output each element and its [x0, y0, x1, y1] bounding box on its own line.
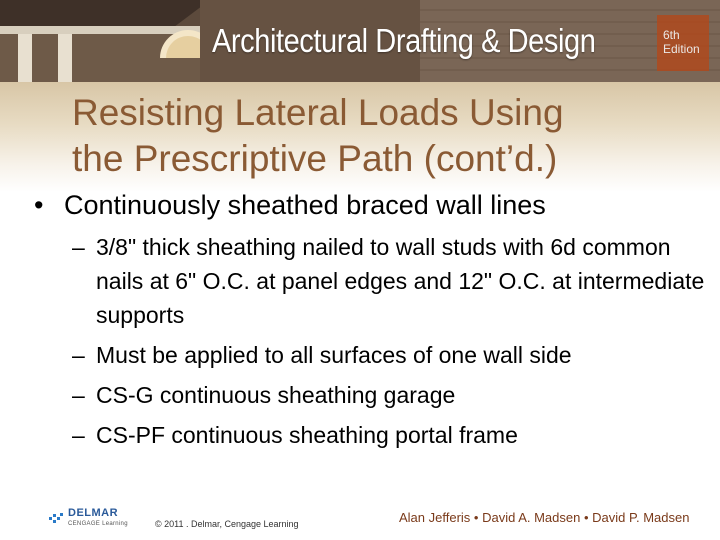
dash-marker: – — [72, 382, 85, 408]
sub-bullet-text: Must be applied to all surfaces of one wall side — [96, 342, 572, 368]
dash-marker: – — [72, 422, 85, 448]
slide-title-line-1: Resisting Lateral Loads Using — [72, 92, 564, 133]
slide-title-line-2: the Prescriptive Path (cont’d.) — [72, 138, 558, 179]
authors-credit: Alan Jefferis • David A. Madsen • David P. Madsen — [399, 510, 690, 525]
publisher-logo — [48, 508, 128, 530]
bullet-marker: • — [34, 190, 44, 220]
main-bullet — [34, 189, 714, 221]
copyright-notice: © 2011 . Delmar, Cengage Learning — [155, 519, 299, 529]
cengage-logo-icon — [48, 511, 64, 527]
dash-marker: – — [72, 234, 85, 260]
slide-title — [72, 90, 712, 182]
header-banner — [0, 0, 720, 82]
sub-bullet-list — [72, 230, 712, 458]
publisher-name: DELMAR — [68, 507, 119, 519]
sub-bullet-text: CS-PF continuous sheathing portal frame — [96, 422, 518, 448]
edition-number: 6th — [663, 28, 680, 42]
dash-marker: – — [72, 342, 85, 368]
sub-bullet-text: CS-G continuous sheathing garage — [96, 382, 456, 408]
publisher-subname: CENGAGE Learning — [68, 521, 128, 527]
sub-bullet-item — [72, 418, 712, 452]
sub-bullet-text: 3/8" thick sheathing nailed to wall studs with 6d common nails at 6" O.C. at panel edges and 12" O.C. at intermediate supports — [96, 234, 705, 328]
edition-word: Edition — [663, 42, 700, 56]
sub-bullet-item — [72, 378, 712, 412]
sub-bullet-item — [72, 338, 712, 372]
book-title: Architectural Drafting & Design — [212, 22, 596, 59]
edition-badge — [657, 15, 709, 71]
main-bullet-text: Continuously sheathed braced wall lines — [64, 190, 546, 220]
sub-bullet-item — [72, 230, 712, 332]
